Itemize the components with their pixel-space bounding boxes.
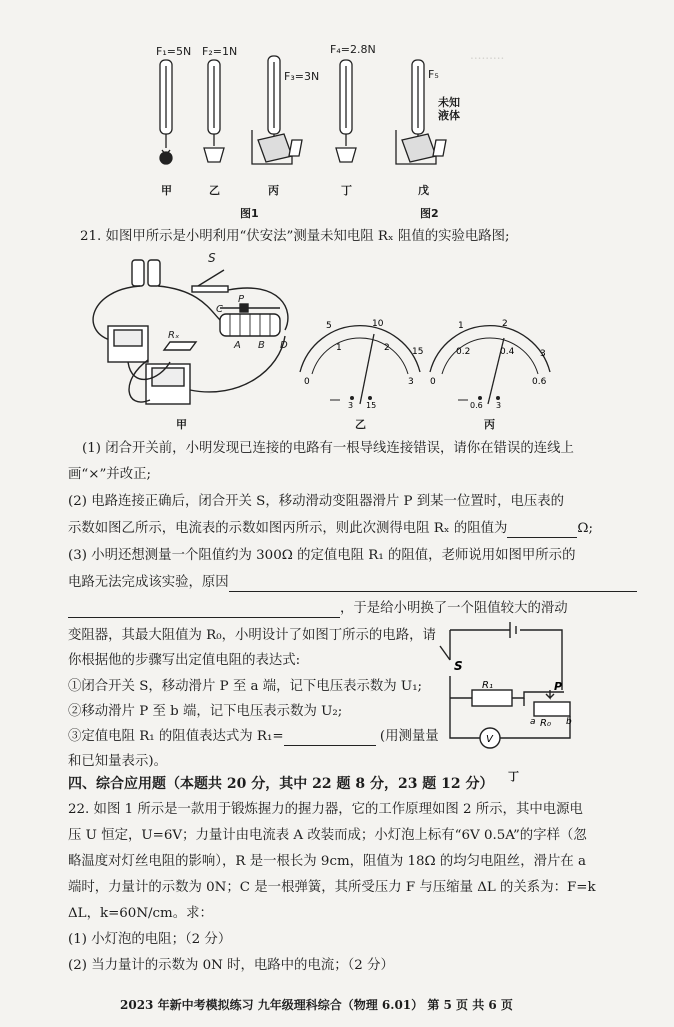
q21-p3-line1: (3) 小明还想测量一个阻值约为 300Ω 的定值电阻 R₁ 的阻值，老师说用如图甲所示的 bbox=[68, 548, 576, 563]
q21-step2: ②移动滑片 P 至 b 端，记下电压表示数为 U₂; bbox=[68, 704, 343, 719]
volt-terminal-3: 3 bbox=[348, 401, 354, 410]
answer-blank-reason-2[interactable] bbox=[68, 617, 340, 618]
svg-text:P: P bbox=[554, 680, 563, 693]
q21-p3-line3-wrap bbox=[68, 600, 568, 618]
q22-line5: ΔL，k=60N/cm。求： bbox=[68, 906, 213, 921]
q21-p2-line2: 示数如图乙所示，电流表的示数如图丙所示，则此次测得电阻 Rₓ 的阻值为 bbox=[68, 521, 508, 536]
svg-text:S: S bbox=[208, 251, 216, 265]
caption-circuit-jia: 甲 bbox=[176, 418, 187, 431]
label-f5: F₅ bbox=[428, 68, 439, 81]
answer-blank-reason-1[interactable] bbox=[229, 591, 637, 592]
voltmeter-yi bbox=[290, 312, 430, 412]
volt-tick-3: 3 bbox=[408, 377, 414, 387]
q21-p3-line3: ，于是给小明换了一个阻值较大的滑动 bbox=[340, 601, 568, 616]
amp-tick-02: 0.2 bbox=[456, 347, 471, 357]
volt-tick-10: 10 bbox=[372, 319, 384, 329]
svg-text:R₀: R₀ bbox=[540, 718, 551, 729]
label-f4: F₄=2.8N bbox=[330, 43, 376, 56]
bleed-through: ......... bbox=[470, 48, 505, 62]
q22-line3: 略温度对灯丝电阻的影响），R 是一根长为 9cm，阻值为 18Ω 的均匀电阻丝，滑片在 a bbox=[68, 854, 587, 869]
svg-text:R₁: R₁ bbox=[482, 680, 493, 691]
answer-blank-resistance[interactable] bbox=[507, 537, 577, 538]
q22-sub2: (2) 当力量计的示数为 0N 时，电路中的电流；（2 分） bbox=[68, 958, 394, 973]
caption-bing: 丙 bbox=[268, 184, 279, 197]
amp-tick-3: 3 bbox=[540, 349, 546, 359]
q21-step1: ①闭合开关 S，移动滑片 P 至 a 端，记下电压表示数为 U₁; bbox=[68, 679, 423, 694]
spring-scale-figure bbox=[140, 38, 470, 228]
svg-text:D: D bbox=[280, 340, 288, 351]
amp-tick-04: 0.4 bbox=[500, 347, 515, 357]
q21-p3-line5: 你根据他的步骤写出定值电阻的表达式: bbox=[68, 653, 301, 668]
answer-blank-r1-expression[interactable] bbox=[284, 745, 376, 746]
q21-step4: 和已知量表示)。 bbox=[68, 754, 167, 769]
svg-text:a: a bbox=[530, 717, 536, 727]
amp-terminal-06: 0.6 bbox=[470, 401, 483, 410]
label-f2: F₂=1N bbox=[202, 45, 238, 58]
q21-step3-wrap bbox=[68, 728, 439, 746]
ammeter-bing bbox=[420, 312, 560, 412]
volt-tick-0: 0 bbox=[304, 377, 310, 387]
q21-p2-line2-wrap bbox=[68, 520, 593, 538]
q21-step3: ③定值电阻 R₁ 的阻值表达式为 R₁= bbox=[68, 729, 284, 744]
q21-p3-line4: 变阻器，其最大阻值为 R₀，小明设计了如图丁所示的电路，请 bbox=[68, 628, 436, 643]
svg-text:Rₓ: Rₓ bbox=[168, 330, 180, 341]
q21-p2-unit: Ω; bbox=[577, 521, 594, 536]
label-unknown-liquid: 未知 液体 bbox=[438, 96, 460, 122]
q22-line4: 端时，力量计的示数为 0N；C 是一根弹簧，其所受压力 F 与压缩量 ΔL 的关系为：F=k bbox=[68, 880, 596, 895]
amp-tick-1: 1 bbox=[458, 321, 464, 331]
svg-text:P: P bbox=[238, 294, 245, 305]
figure-1-title: 图1 bbox=[240, 207, 259, 220]
amp-tick-0: 0 bbox=[430, 377, 436, 387]
svg-text:V: V bbox=[486, 734, 493, 745]
volt-tick-2: 2 bbox=[384, 343, 390, 353]
page-footer: 2023 年新中考模拟练习 九年级理科综合（物理 6.01） 第 5 页 共 6 页 bbox=[120, 998, 513, 1012]
volt-tick-1: 1 bbox=[336, 343, 342, 353]
amp-terminal-3: 3 bbox=[496, 401, 502, 410]
caption-circuit-ding: 丁 bbox=[508, 770, 519, 783]
volt-tick-5: 5 bbox=[326, 321, 332, 331]
amp-tick-06: 0.6 bbox=[532, 377, 547, 387]
q21-p1-line1: (1) 闭合开关前，小明发现已连接的电路有一根导线连接错误，请你在错误的连线上 bbox=[82, 441, 574, 456]
caption-voltmeter-yi: 乙 bbox=[355, 418, 366, 431]
svg-text:C: C bbox=[216, 304, 223, 315]
svg-text:A: A bbox=[234, 340, 241, 351]
q21-p3-line2: 电路无法完成该实验，原因 bbox=[68, 575, 229, 590]
figure-2-title: 图2 bbox=[420, 207, 439, 220]
svg-text:b: b bbox=[566, 717, 572, 727]
circuit-jia-diagram bbox=[80, 250, 310, 425]
q22-sub1: (1) 小灯泡的电阻；（2 分） bbox=[68, 932, 232, 947]
circuit-ding-diagram bbox=[430, 618, 580, 766]
label-f1: F₁=5N bbox=[156, 45, 192, 58]
svg-text:S: S bbox=[454, 659, 463, 673]
q22-line2: 压 U 恒定，U=6V；力量计由电流表 A 改装而成；小灯泡上标有“6V 0.5A”的字样（忽 bbox=[68, 828, 587, 843]
q21-p3-line2-wrap bbox=[68, 574, 637, 592]
q21-p1-line2: 画“×”并改正; bbox=[68, 467, 151, 482]
label-f3: F₃=3N bbox=[284, 70, 320, 83]
caption-yi: 乙 bbox=[209, 184, 220, 197]
q21-step3-tail: (用测量量 bbox=[379, 729, 439, 744]
q22-line1: 22. 如图 1 所示是一款用于锻炼握力的握力器，它的工作原理如图 2 所示，其中电源电 bbox=[68, 802, 583, 817]
q21-p2-line1: (2) 电路连接正确后，闭合开关 S，移动滑动变阻器滑片 P 到某一位置时，电压表的 bbox=[68, 494, 565, 509]
caption-ammeter-bing: 丙 bbox=[484, 418, 495, 431]
amp-tick-2: 2 bbox=[502, 319, 508, 329]
caption-jia: 甲 bbox=[161, 184, 172, 197]
svg-text:B: B bbox=[258, 340, 265, 351]
q21-stem: 21. 如图甲所示是小明利用“伏安法”测量未知电阻 Rₓ 阻值的实验电路图; bbox=[80, 229, 510, 244]
caption-ding: 丁 bbox=[341, 184, 352, 197]
volt-tick-15: 15 bbox=[412, 347, 424, 357]
volt-terminal-15: 15 bbox=[366, 401, 377, 410]
caption-wu: 戊 bbox=[418, 184, 429, 197]
section-4-heading: 四、综合应用题（本题共 20 分，其中 22 题 8 分，23 题 12 分） bbox=[68, 776, 494, 792]
